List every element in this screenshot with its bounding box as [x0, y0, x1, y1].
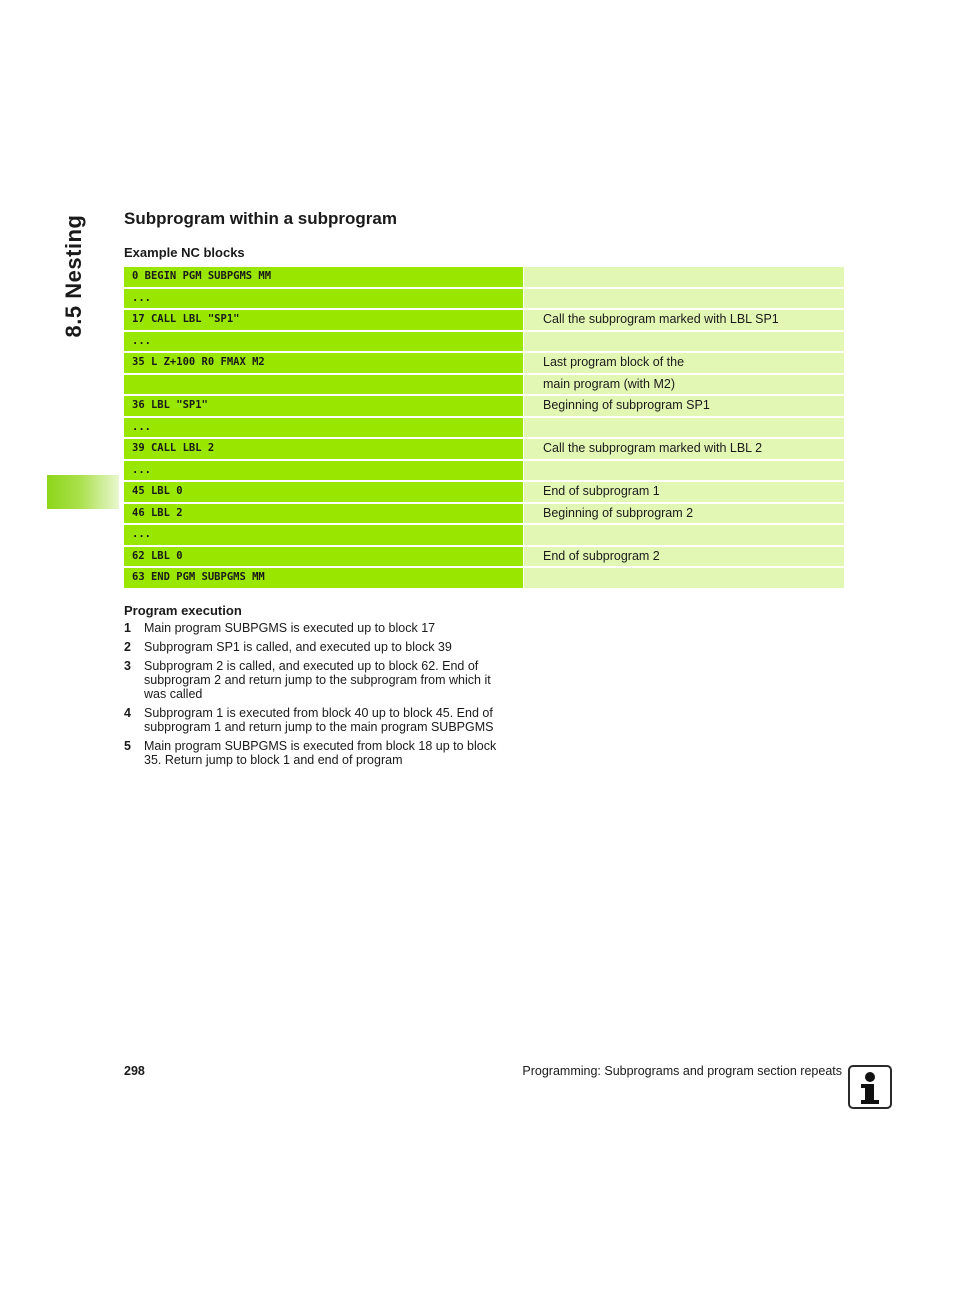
nc-desc: Beginning of subprogram 2 [524, 504, 844, 524]
step-text: Main program SUBPGMS is executed from block 18 up to block 35. Return jump to block 1 and end of program [144, 739, 497, 768]
nc-row [124, 353, 844, 373]
nc-code: 0 BEGIN PGM SUBPGMS MM [124, 267, 523, 287]
step-number: 2 [124, 639, 131, 654]
nc-code: ... [124, 418, 523, 438]
nc-code: 45 LBL 0 [124, 482, 523, 502]
execution-steps-list [124, 621, 524, 772]
nc-desc: Last program block of the [524, 353, 844, 373]
nc-blocks-table [124, 267, 844, 590]
step-text: Subprogram 2 is called, and executed up to block 62. End of subprogram 2 and return jump to the subprogram from which it was called [144, 658, 491, 702]
list-item [124, 706, 524, 735]
step-number: 5 [124, 739, 131, 754]
nc-desc [524, 267, 844, 287]
nc-code: ... [124, 289, 523, 309]
step-text: Subprogram SP1 is called, and executed up to block 39 [144, 639, 452, 654]
nc-code: ... [124, 332, 523, 352]
page-number: 298 [124, 1064, 145, 1078]
nc-code: 36 LBL "SP1" [124, 396, 523, 416]
nc-row [124, 396, 844, 416]
nc-row [124, 267, 844, 287]
step-number: 4 [124, 705, 131, 720]
nc-desc: End of subprogram 1 [524, 482, 844, 502]
nc-code: 39 CALL LBL 2 [124, 439, 523, 459]
nc-code: 63 END PGM SUBPGMS MM [124, 568, 523, 588]
nc-row [124, 439, 844, 459]
chapter-tab-marker [47, 475, 119, 509]
example-heading: Example NC blocks [124, 245, 245, 260]
nc-row [124, 289, 844, 309]
nc-code: 62 LBL 0 [124, 547, 523, 567]
nc-row [124, 310, 844, 330]
nc-row [124, 375, 844, 395]
step-number: 1 [124, 621, 131, 635]
nc-desc [524, 289, 844, 309]
nc-code: ... [124, 461, 523, 481]
nc-row [124, 547, 844, 567]
nc-desc [524, 332, 844, 352]
info-icon [848, 1065, 892, 1109]
nc-desc: Call the subprogram marked with LBL SP1 [524, 310, 844, 330]
list-item [124, 640, 524, 654]
nc-row [124, 504, 844, 524]
nc-row [124, 418, 844, 438]
nc-desc [524, 461, 844, 481]
nc-desc: Beginning of subprogram SP1 [524, 396, 844, 416]
list-item [124, 739, 524, 768]
step-number: 3 [124, 658, 131, 673]
section-title: Subprogram within a subprogram [124, 209, 397, 228]
nc-desc [524, 525, 844, 545]
nc-desc: Call the subprogram marked with LBL 2 [524, 439, 844, 459]
nc-row [124, 461, 844, 481]
nc-row [124, 482, 844, 502]
nc-desc [524, 418, 844, 438]
nc-desc: End of subprogram 2 [524, 547, 844, 567]
nc-desc: main program (with M2) [524, 375, 844, 395]
step-text: Main program SUBPGMS is executed up to block 17 [144, 621, 436, 635]
nc-code: 46 LBL 2 [124, 504, 523, 524]
nc-desc [524, 568, 844, 588]
nc-row [124, 525, 844, 545]
list-item [124, 659, 524, 702]
nc-code [124, 375, 523, 395]
nc-code: 17 CALL LBL "SP1" [124, 310, 523, 330]
nc-row [124, 332, 844, 352]
nc-code: 35 L Z+100 R0 FMAX M2 [124, 353, 523, 373]
step-text: Subprogram 1 is executed from block 40 up to block 45. End of subprogram 1 and return jump to the main program SUBPGMS [144, 705, 494, 735]
nc-code: ... [124, 525, 523, 545]
nc-row [124, 568, 844, 588]
execution-heading: Program execution [124, 603, 242, 618]
footer-chapter-title: Programming: Subprograms and program section repeats [522, 1064, 842, 1078]
chapter-side-title-text: 8.5 Nesting [61, 214, 86, 338]
list-item [124, 621, 524, 635]
chapter-side-title [50, 214, 98, 344]
